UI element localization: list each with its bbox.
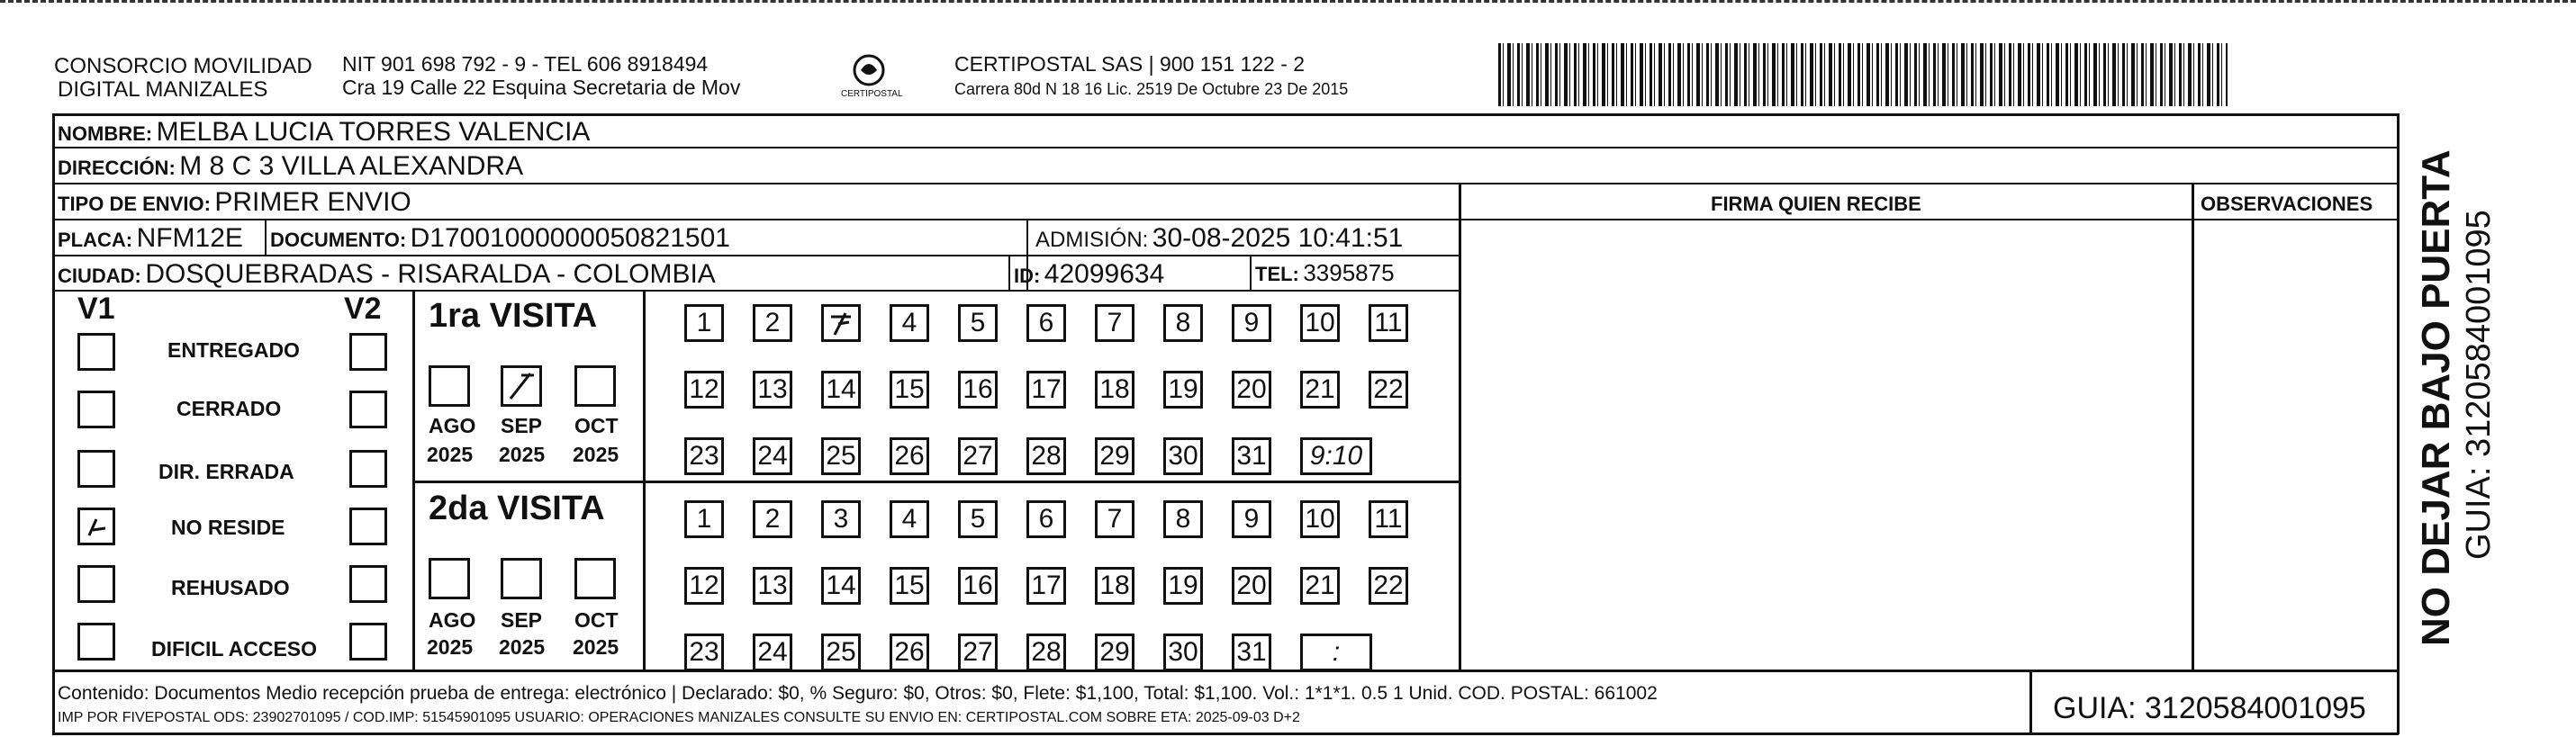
visit2-day-15[interactable]: 15 [890, 567, 929, 605]
visit2-month-oct: OCT [574, 608, 619, 632]
visit2-day-grid [684, 500, 1432, 671]
logo-text: CERTIPOSTAL [841, 89, 903, 99]
visit1-day-16[interactable]: 16 [958, 371, 998, 409]
visit2-day-14[interactable]: 14 [821, 567, 861, 605]
visit1-day-6[interactable]: 6 [1026, 304, 1066, 342]
visit1-month-ago: AGO [429, 414, 476, 437]
visit2-title: 2da VISITA [429, 490, 605, 527]
visit2-day-27[interactable]: 27 [958, 634, 998, 671]
visit1-month-ago-box[interactable] [429, 365, 470, 407]
signature-header: FIRMA QUIEN RECIBE [1711, 193, 1921, 215]
id-label: ID: [1014, 265, 1041, 287]
visit2-month-ago-box[interactable] [429, 558, 470, 599]
visit1-day-29[interactable]: 29 [1095, 437, 1134, 475]
address-label: DIRECCIÓN: [58, 157, 176, 179]
visit1-day-27[interactable]: 27 [958, 437, 998, 475]
v1-checkbox-dificil-acceso[interactable] [77, 623, 115, 661]
reason-entregado: ENTREGADO [167, 338, 300, 362]
visit1-day-30[interactable]: 30 [1163, 437, 1203, 475]
admission-value: 30-08-2025 10:41:51 [1152, 223, 1404, 253]
visit1-year-sep: 2025 [499, 443, 546, 466]
visit1-month-sep: SEP [501, 414, 543, 437]
v1-checkbox-cerrado[interactable] [77, 391, 115, 428]
visit1-day-15[interactable]: 15 [890, 371, 929, 409]
visit1-day-20[interactable]: 20 [1232, 371, 1271, 409]
visit2-day-7[interactable]: 7 [1095, 500, 1134, 538]
visit2-day-26[interactable]: 26 [890, 634, 929, 671]
footer-guide-number: GUIA: 3120584001095 [2053, 691, 2366, 725]
name-value: MELBA LUCIA TORRES VALENCIA [156, 117, 591, 147]
visit2-day-5[interactable]: 5 [958, 500, 998, 538]
visit1-day-21[interactable]: 21 [1300, 371, 1340, 409]
visit1-day-4[interactable]: 4 [890, 304, 929, 342]
visit2-day-11[interactable]: 11 [1369, 500, 1408, 538]
visit2-month-sep: SEP [501, 608, 543, 632]
id-value: 42099634 [1044, 259, 1165, 289]
visit2-year-sep: 2025 [499, 635, 546, 659]
visit1-day-10[interactable]: 10 [1300, 304, 1340, 342]
visit1-day-28[interactable]: 28 [1026, 437, 1066, 475]
v2-label: V2 [344, 292, 382, 326]
v1-checkbox-entregado[interactable] [77, 333, 115, 371]
tel-value: 3395875 [1303, 259, 1395, 286]
visit2-day-10[interactable]: 10 [1300, 500, 1340, 538]
visit1-month-oct: OCT [574, 414, 619, 437]
city-field [58, 261, 716, 288]
visit2-day-25[interactable]: 25 [821, 634, 861, 671]
visit2-day-30[interactable]: 30 [1163, 634, 1203, 671]
side-guide: GUIA: 3120584001095 [2460, 210, 2498, 560]
visit2-day-12[interactable]: 12 [684, 567, 724, 605]
name-label: NOMBRE: [58, 122, 153, 145]
v2-checkbox-cerrado[interactable] [349, 391, 387, 428]
visit2-month-sep-box[interactable] [501, 558, 542, 599]
visit1-day-2[interactable]: 2 [753, 304, 792, 342]
visit1-day-12[interactable]: 12 [684, 371, 724, 409]
v2-checkbox-entregado[interactable] [349, 333, 387, 371]
footer-print-info: IMP POR FIVEPOSTAL ODS: 23902701095 / COD.IMP: 51545901095 USUARIO: OPERACIONES MANIZALES CONSULTE SU ENVIO EN: CERTIPOSTAL.COM SOBRE ETA: 2025-09-03 D+2 [58, 710, 1300, 725]
v1-checkbox-no-reside[interactable] [77, 508, 115, 545]
reason-dir-errada: DIR. ERRADA [158, 460, 294, 483]
visit1-day-26[interactable]: 26 [890, 437, 929, 475]
id-field [1014, 261, 1164, 288]
company-name-line1: CONSORCIO MOVILIDAD [54, 54, 312, 78]
v2-checkbox-rehusado[interactable] [349, 565, 387, 603]
reason-rehusado: REHUSADO [171, 576, 290, 599]
visit1-day-8[interactable]: 8 [1163, 304, 1203, 342]
side-warning: NO DEJAR BAJO PUERTA [2414, 149, 2458, 646]
visit1-day-18[interactable]: 18 [1095, 371, 1134, 409]
plate-value: NFM12E [136, 223, 243, 253]
v1-checkbox-dir-errada[interactable] [77, 450, 115, 488]
visit2-time-field[interactable]: : [1300, 634, 1372, 671]
visit2-day-8[interactable]: 8 [1163, 500, 1203, 538]
send-type-label: TIPO DE ENVIO: [58, 193, 211, 215]
visit1-day-1[interactable]: 1 [684, 304, 724, 342]
barcode [1498, 43, 2228, 106]
visit2-day-18[interactable]: 18 [1095, 567, 1134, 605]
visit2-day-4[interactable]: 4 [890, 500, 929, 538]
address-value: M 8 C 3 VILLA ALEXANDRA [179, 151, 524, 181]
visit1-time-field[interactable]: 9:10 [1300, 437, 1372, 475]
visit2-month-ago: AGO [429, 608, 476, 632]
visit2-month-oct-box[interactable] [574, 558, 616, 599]
v2-checkbox-dir-errada[interactable] [349, 450, 387, 488]
footer-contents: Contenido: Documentos Medio recepción prueba de entrega: electrónico | Declarado: $0, % Seguro: $0, Otros: $0, Flete: $1,100, Total: $1,100. Vol.: 1*1*1. 0.5 1 Unid. COD. POSTAL: 661002 [58, 683, 1658, 704]
document-field [270, 225, 730, 252]
visit1-month-sep-box[interactable] [501, 365, 542, 407]
visit2-day-28[interactable]: 28 [1026, 634, 1066, 671]
visit2-day-6[interactable]: 6 [1026, 500, 1066, 538]
send-type-field [58, 189, 411, 216]
visit1-day-9[interactable]: 9 [1232, 304, 1271, 342]
courier-line2: Carrera 80d N 18 16 Lic. 2519 De Octubre 23 De 2015 [954, 80, 1349, 98]
v1-checkbox-rehusado[interactable] [77, 565, 115, 603]
visit1-day-22[interactable]: 22 [1369, 371, 1408, 409]
name-field [58, 119, 590, 146]
reason-no-reside: NO RESIDE [171, 516, 285, 539]
visit2-day-13[interactable]: 13 [753, 567, 792, 605]
visit2-day-17[interactable]: 17 [1026, 567, 1066, 605]
observations-header: OBSERVACIONES [2201, 193, 2373, 215]
admission-field [1035, 225, 1403, 252]
visit2-day-19[interactable]: 19 [1163, 567, 1203, 605]
visit2-day-16[interactable]: 16 [958, 567, 998, 605]
visit2-day-21[interactable]: 21 [1300, 567, 1340, 605]
admission-label: ADMISIÓN: [1035, 228, 1149, 252]
visit2-day-23[interactable]: 23 [684, 634, 724, 671]
visit2-day-1[interactable]: 1 [684, 500, 724, 538]
visit1-day-7[interactable]: 7 [1095, 304, 1134, 342]
certipostal-logo [837, 52, 903, 103]
visit1-day-grid [684, 304, 1432, 475]
visit1-day-31[interactable]: 31 [1232, 437, 1271, 475]
visit1-day-25[interactable]: 25 [821, 437, 861, 475]
company-nit: NIT 901 698 792 - 9 - TEL 606 8918494 [342, 52, 709, 76]
visit1-day-11[interactable]: 11 [1369, 304, 1408, 342]
visit1-day-13[interactable]: 13 [753, 371, 792, 409]
document-label: DOCUMENTO: [270, 229, 407, 251]
v2-checkbox-no-reside[interactable] [349, 508, 387, 545]
handwritten-check-icon [80, 510, 113, 543]
visit1-day-5[interactable]: 5 [958, 304, 998, 342]
visit1-year-oct: 2025 [573, 443, 619, 466]
visit1-month-oct-box[interactable] [574, 365, 616, 407]
company-name-line2: DIGITAL MANIZALES [58, 77, 268, 102]
visit2-day-31[interactable]: 31 [1232, 634, 1271, 671]
visit2-day-20[interactable]: 20 [1232, 567, 1271, 605]
visit2-year-ago: 2025 [427, 635, 474, 659]
visit1-day-24[interactable]: 24 [753, 437, 792, 475]
city-value: DOSQUEBRADAS - RISARALDA - COLOMBIA [145, 259, 716, 289]
visit2-year-oct: 2025 [573, 635, 619, 659]
tel-field [1255, 261, 1395, 284]
visit1-day-19[interactable]: 19 [1163, 371, 1203, 409]
visit2-day-24[interactable]: 24 [753, 634, 792, 671]
city-label: CIUDAD: [58, 265, 141, 287]
visit2-day-3[interactable]: 3 [821, 500, 861, 538]
visit2-day-29[interactable]: 29 [1095, 634, 1134, 671]
visit1-day-23[interactable]: 23 [684, 437, 724, 475]
visit2-day-2[interactable]: 2 [753, 500, 792, 538]
v2-checkbox-dificil-acceso[interactable] [349, 623, 387, 661]
visit1-day-14[interactable]: 14 [821, 371, 861, 409]
visit1-title: 1ra VISITA [429, 297, 598, 335]
visit1-day-3[interactable] [821, 304, 861, 342]
visit2-day-9[interactable]: 9 [1232, 500, 1271, 538]
handwritten-mark-icon [503, 368, 539, 404]
tel-label: TEL: [1255, 263, 1299, 285]
visit2-day-22[interactable]: 22 [1369, 567, 1408, 605]
address-field [58, 153, 523, 180]
document-value: D17001000000050821501 [410, 223, 730, 253]
handwritten-check-icon [826, 308, 856, 338]
top-edge [0, 0, 2576, 8]
plate-field [58, 225, 243, 252]
v1-label: V1 [77, 292, 115, 326]
company-address: Cra 19 Calle 22 Esquina Secretaria de Mov [342, 76, 741, 99]
plate-label: PLACA: [58, 229, 133, 251]
send-type-value: PRIMER ENVIO [214, 187, 411, 217]
courier-line1: CERTIPOSTAL SAS | 900 151 122 - 2 [954, 52, 1306, 76]
reason-dificil-acceso: DIFICIL ACCESO [151, 637, 318, 661]
reason-cerrado: CERRADO [176, 397, 282, 420]
visit1-year-ago: 2025 [427, 443, 474, 466]
visit1-day-17[interactable]: 17 [1026, 371, 1066, 409]
